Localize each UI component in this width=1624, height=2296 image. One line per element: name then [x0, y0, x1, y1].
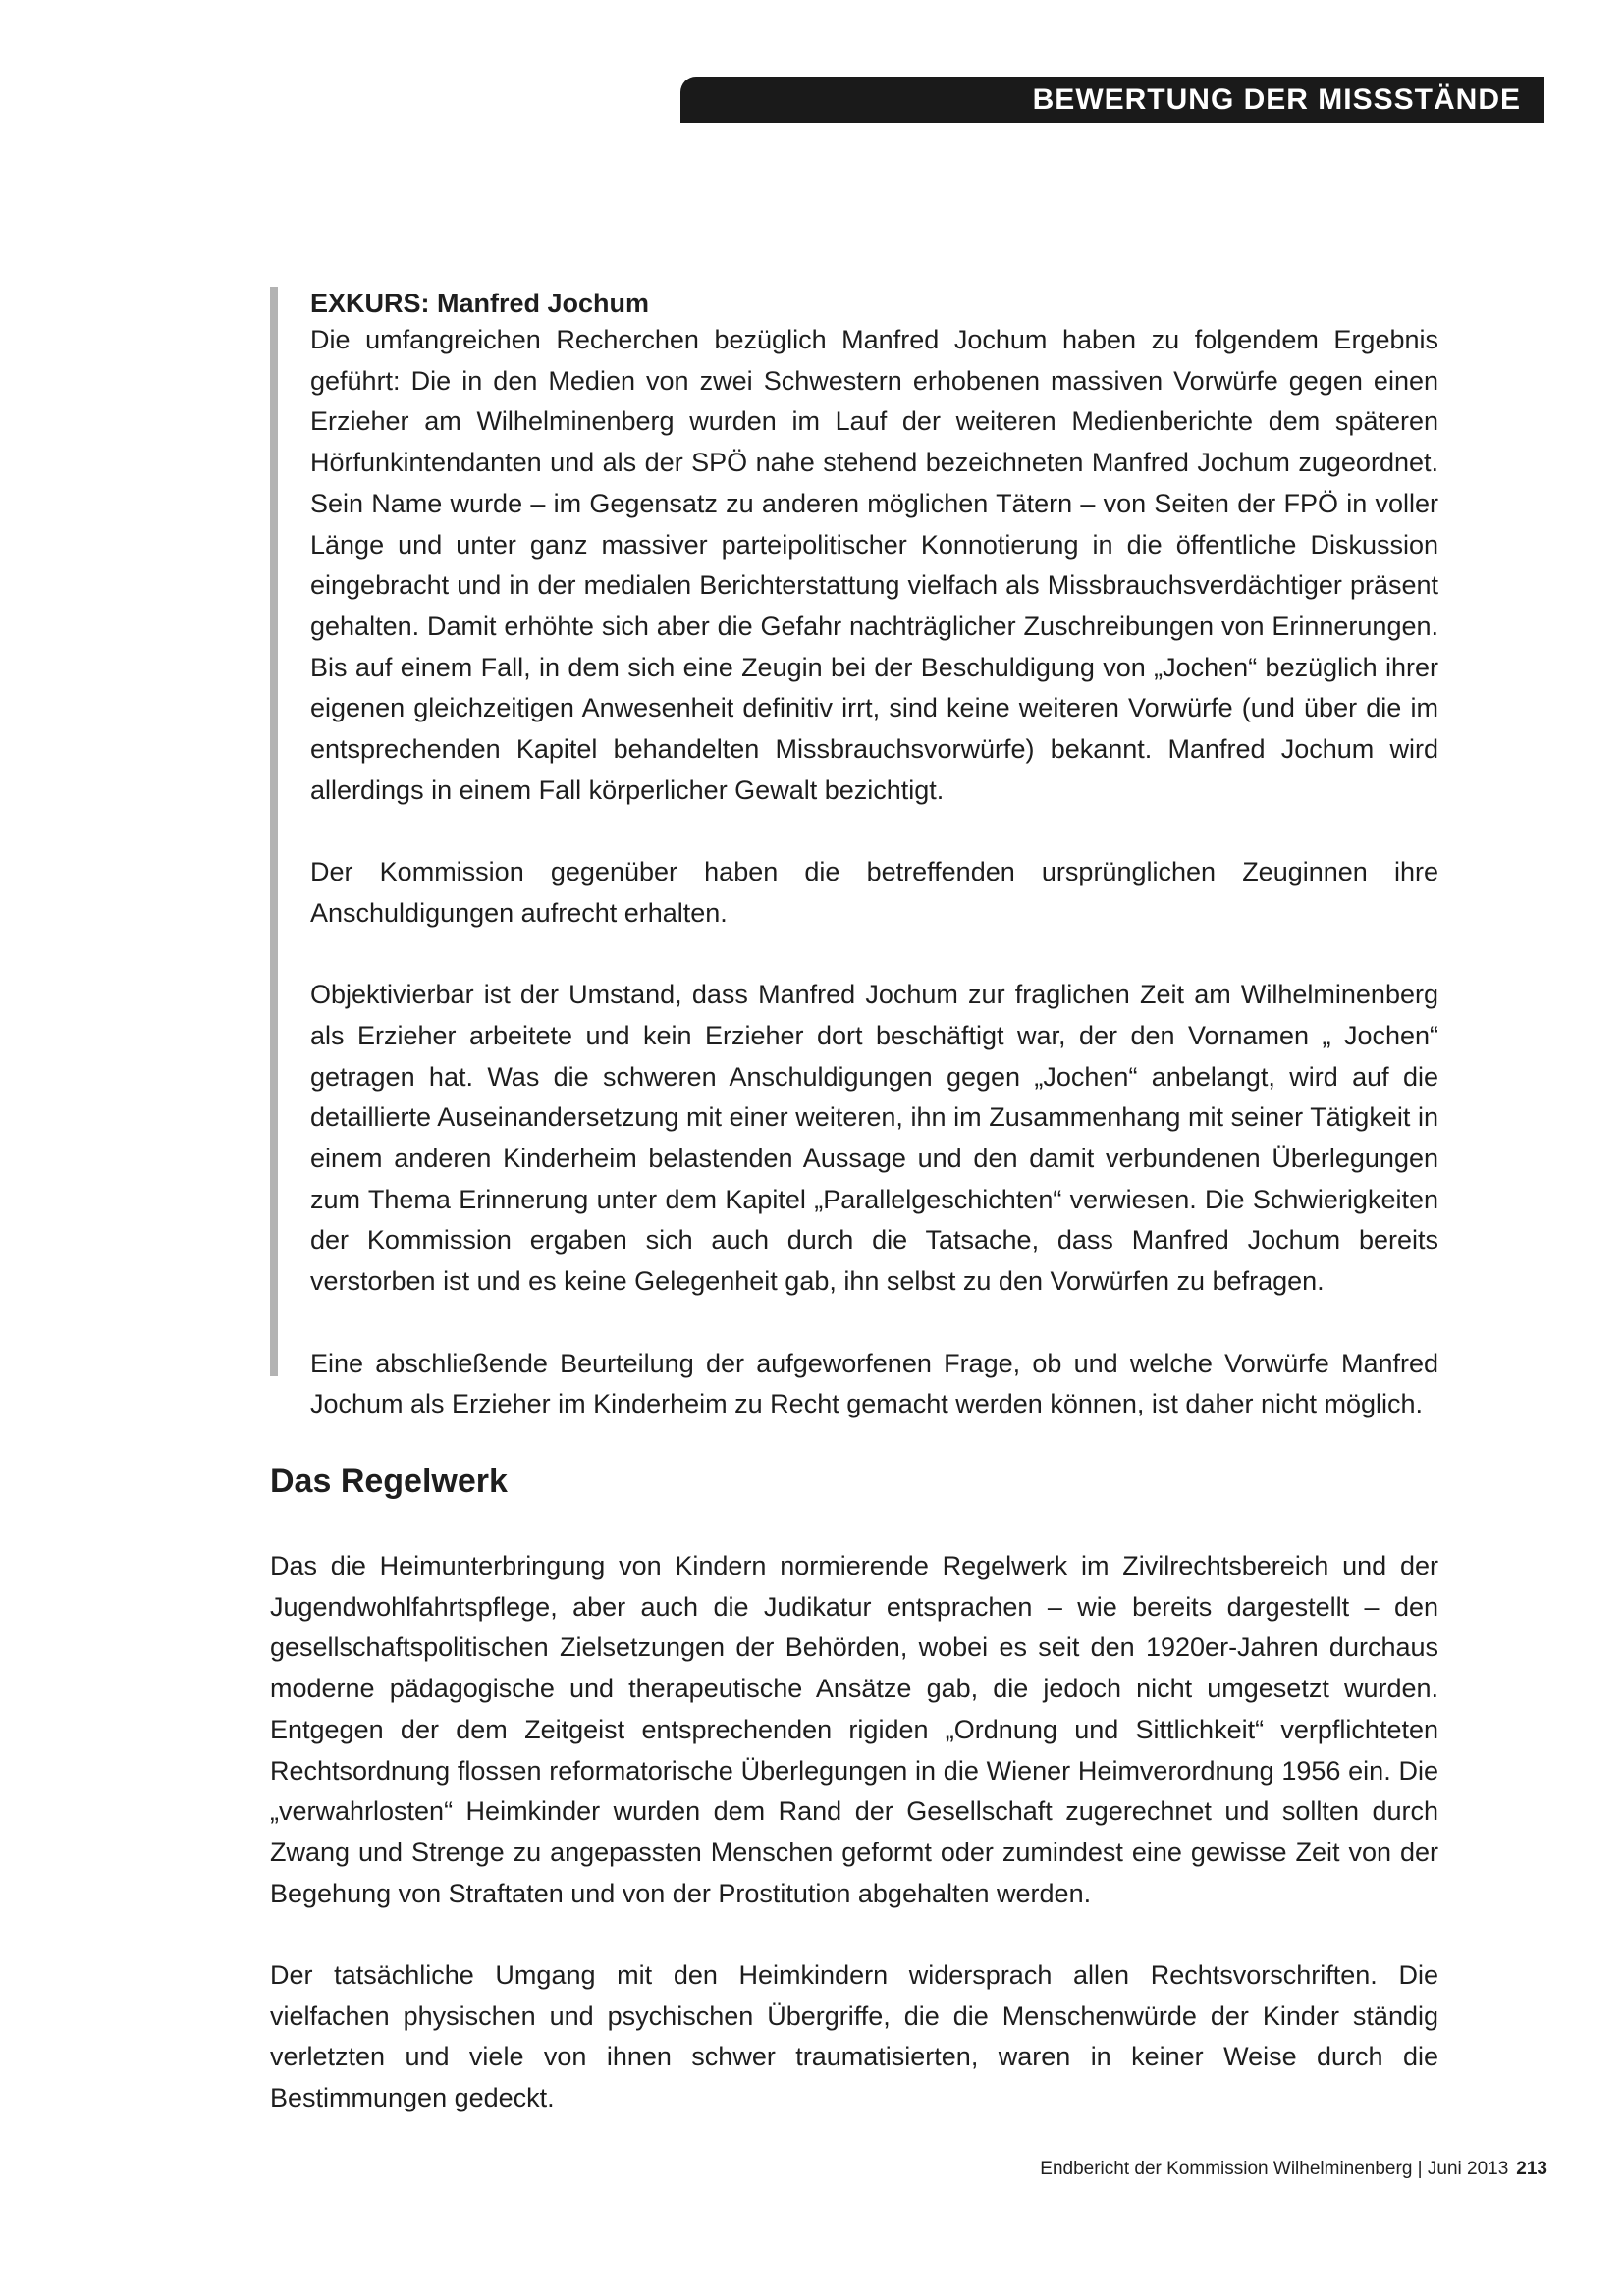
- regelwerk-section: [270, 1460, 1438, 2161]
- exkurs-paragraph-3: Objektivierbar ist der Umstand, dass Manfred Jochum zur fraglichen Zeit am Wilhelminenberg als Erzieher arbeitete und kein Erzieher dort beschäftigt war, der den Vornamen „ Jochen“ getragen hat. Was die schweren Anschuldigungen gegen „Jochen“ anbelangt, wird auf die detaillierte Auseinandersetzung mit einer weiteren, ihn im Zusammenhang mit seiner Tätigkeit in einem anderen Kinderheim belastenden Aussage und den damit verbundenen Überlegungen zum Thema Erinnerung unter dem Kapitel „Parallelgeschichten“ verwiesen. Die Schwierigkeiten der Kommission ergaben sich auch durch die Tatsache, dass Manfred Jochum bereits verstorben ist und es keine Gelegenheit gab, ihn selbst zu den Vorwürfen zu befragen.: [310, 980, 1438, 1297]
- section-heading: Das Regelwerk: [270, 1463, 508, 1500]
- section-paragraph-1: Das die Heimunterbringung von Kindern normierende Regelwerk im Zivilrechtsbereich und der Jugendwohlfahrtspflege, aber auch die Judikatur entsprachen – wie bereits dargestellt – den gesellschaftspolitischen Zielsetzungen der Behörden, wobei es seit den 1920er-Jahren durchaus moderne pädagogische und therapeutische Ansätze gab, die jedoch nicht umgesetzt wurden. Entgegen der dem Zeitgeist entsprechenden rigiden „Ordnung und Sittlichkeit“ verpflichteten Rechtsordnung flossen reformatorische Überlegungen in die Wiener Heimverordnung 1956 ein. Die „verwahrlosten“ Heimkinder wurden dem Rand der Gesellschaft zugerechnet und sollten durch Zwang und Strenge zu angepassten Menschen geformt oder zumindest eine gewisse Zeit von der Begehung von Straftaten und von der Prostitution abgehalten werden.: [270, 1551, 1438, 1908]
- footer-text: Endbericht der Kommission Wilhelminenberg | Juni 2013: [1040, 2159, 1509, 2179]
- section-paragraph-2: Der tatsächliche Umgang mit den Heimkindern widersprach allen Rechtsvorschriften. Die vielfachen physischen und psychischen Übergriffe, die die Menschenwürde der Kinder ständig verletzten und viele von ihnen schwer traumatisierten, waren in keiner Weise durch die Bestimmungen gedeckt.: [270, 1960, 1438, 2113]
- exkurs-paragraph-2: Der Kommission gegenüber haben die betreffenden ursprünglichen Zeuginnen ihre Anschuldigungen aufrecht erhalten.: [310, 857, 1438, 928]
- section-header-title: BEWERTUNG DER MISSSTÄNDE: [1032, 82, 1521, 116]
- exkurs-paragraph-4: Eine abschließende Beurteilung der aufgeworfenen Frage, ob und welche Vorwürfe Manfred Jochum als Erzieher im Kinderheim zu Recht gemacht werden können, ist daher nicht möglich.: [310, 1348, 1438, 1419]
- section-header-bar: [680, 77, 1544, 123]
- exkurs-box: [270, 287, 1438, 1419]
- exkurs-title: EXKURS: Manfred Jochum: [310, 289, 650, 318]
- exkurs-paragraph-1: Die umfangreichen Recherchen bezüglich Manfred Jochum haben zu folgendem Ergebnis geführt: Die in den Medien von zwei Schwestern erhobenen massiven Vorwürfe gegen einen Erzieher am Wilhelminenberg wurden im Lauf der weiteren Medienberichte dem späteren Hörfunkintendanten und als der SPÖ nahe stehend bezeichneten Manfred Jochum zugeordnet. Sein Name wurde – im Gegensatz zu anderen möglichen Tätern – von Seiten der FPÖ in voller Länge und unter ganz massiver parteipolitischer Konnotierung in die öffentliche Diskussion eingebracht und in der medialen Berichterstattung vielfach als Missbrauchsverdächtiger präsent gehalten. Damit erhöhte sich aber die Gefahr nachträglicher Zuschreibungen von Erinnerungen. Bis auf einem Fall, in dem sich eine Zeugin bei der Beschuldigung von „Jochen“ bezüglich ihrer eigenen gleichzeitigen Anwesenheit definitiv irrt, sind keine weiteren Vorwürfe (und über die im entsprechenden Kapitel behandelten Missbrauchsvorwürfe) bekannt. Manfred Jochum wird allerdings in einem Fall körperlicher Gewalt bezichtigt.: [310, 325, 1438, 805]
- page-number: 213: [1516, 2159, 1547, 2179]
- page-footer: [1040, 2159, 1547, 2180]
